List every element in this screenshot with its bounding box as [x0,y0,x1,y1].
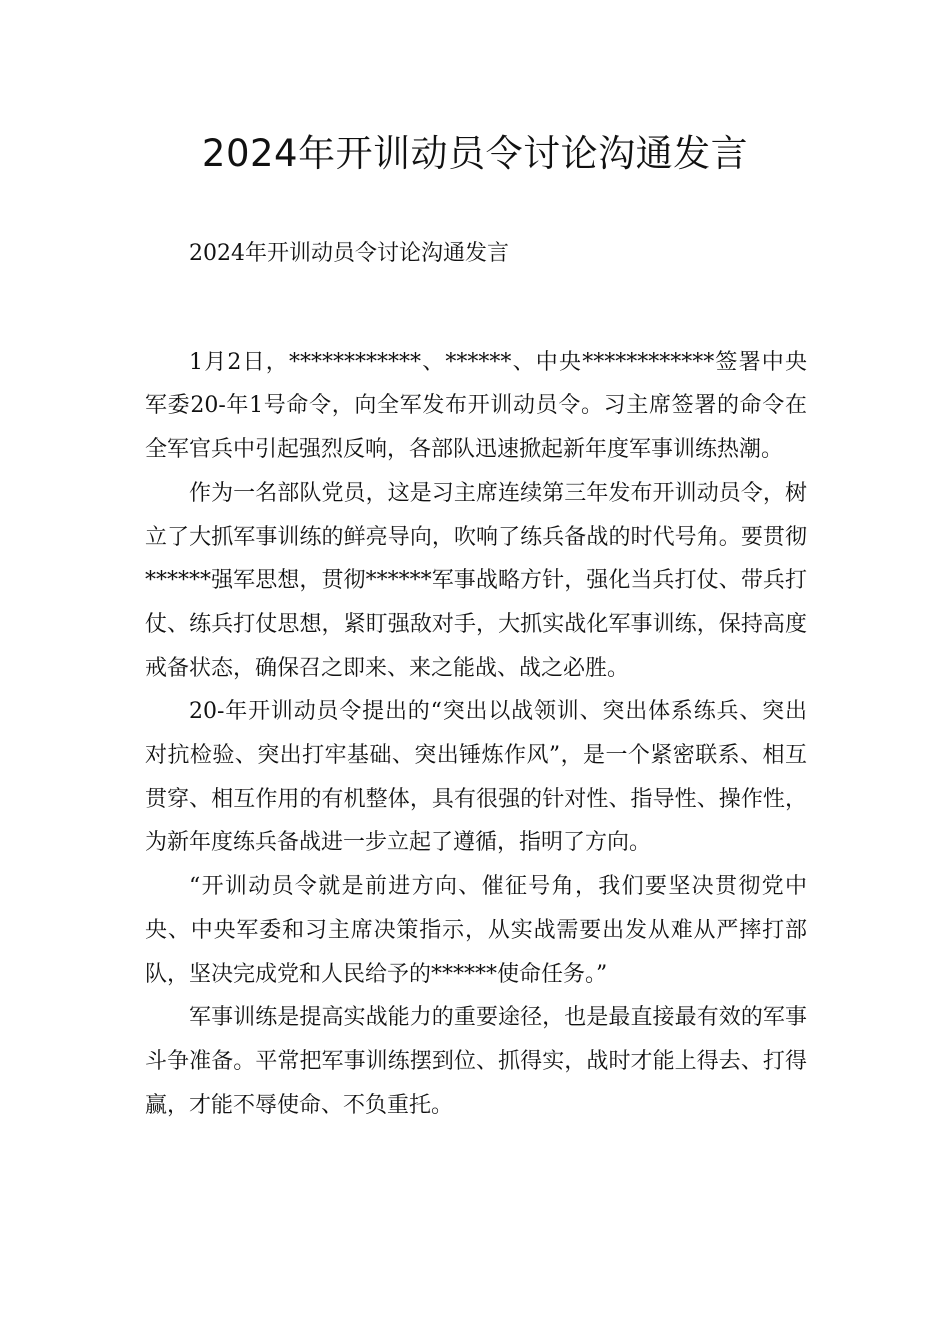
body-paragraph-1: 1月2日，************、******、中央************签署中央军委20-年1号命令，向全军发布开训动员令。习主席签署的命令在全军官兵中引起强烈反响，各部队迅速掀起新年度军事训练热潮。 [145,349,807,463]
body-paragraph-3: 20-年开训动员令提出的“突出以战领训、突出体系练兵、突出对抗检验、突出打牢基础、突出锤炼作风”，是一个紧密联系、相互贯穿、相互作用的有机整体，具有很强的针对性、指导性、操作性，为新年度练兵备战进一步立起了遵循，指明了方向。 [145,699,807,856]
document-body [145,232,807,1127]
body-paragraph-4: “开训动员令就是前进方向、催征号角，我们要坚决贯彻党中央、中央军委和习主席决策指示，从实战需要出发从难从严摔打部队，坚决完成党和人民给予的******使命任务。” [145,874,807,987]
document-title: 2024年开训动员令讨论沟通发言 [201,132,749,175]
body-paragraph-2: 作为一名部队党员，这是习主席连续第三年发布开训动员令，树立了大抓军事训练的鲜亮导向，吹响了练兵备战的时代号角。要贯彻******强军思想，贯彻******军事战略方针，强化当兵打仗、带兵打仗、练兵打仗思想，紧盯强敌对手，大抓实战化军事训练，保持高度戒备状态，确保召之即来、来之能战、战之必胜。 [145,480,807,681]
document-subtitle: 2024年开训动员令讨论沟通发言 [189,241,509,266]
body-paragraph-5: 军事训练是提高实战能力的重要途径，也是最直接最有效的军事斗争准备。平常把军事训练摆到位、抓得实，战时才能上得去、打得赢，才能不辱使命、不负重托。 [145,1005,807,1118]
